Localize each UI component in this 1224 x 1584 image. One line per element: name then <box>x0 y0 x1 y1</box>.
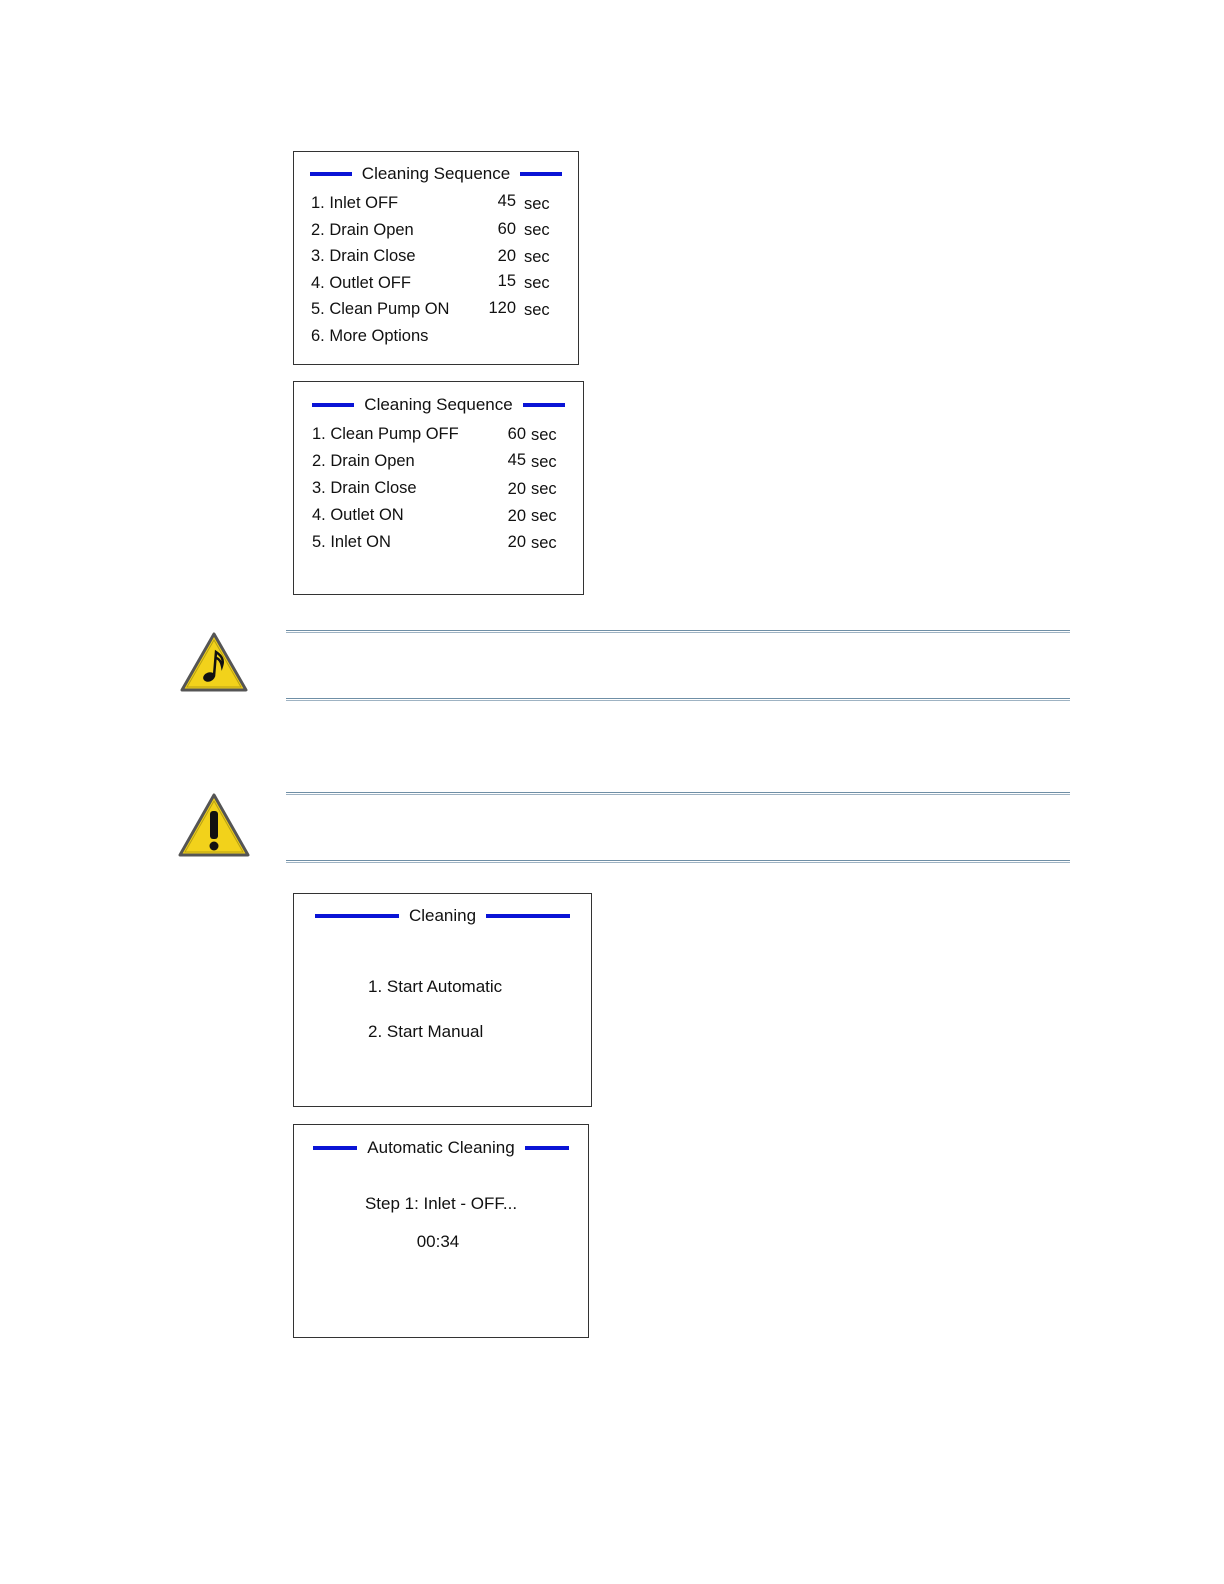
automatic-cleaning-screen <box>293 1124 589 1338</box>
menu-item-label[interactable]: 3. Drain Close <box>312 479 417 497</box>
screen-title-bar <box>294 906 591 926</box>
cleaning-menu-screen <box>293 893 592 1107</box>
menu-item-label[interactable]: 2. Drain Open <box>312 452 415 470</box>
screen-title-bar <box>294 395 583 415</box>
screen-title-bar <box>294 1138 588 1158</box>
cleaning-sequence-screen-2 <box>293 381 584 595</box>
menu-item-value: 20 <box>507 533 526 551</box>
menu-item-unit: sec <box>531 507 557 525</box>
screen-title: Cleaning Sequence <box>361 164 511 183</box>
menu-item-unit: sec <box>524 221 550 239</box>
note-rule-top <box>286 630 1070 633</box>
start-automatic-option[interactable]: 1. Start Automatic <box>368 977 503 996</box>
menu-item-unit: sec <box>524 248 550 266</box>
exclamation-warning-icon <box>176 791 252 859</box>
start-manual-option[interactable]: 2. Start Manual <box>368 1022 484 1041</box>
status-text: Step 1: Inlet - OFF... <box>364 1194 518 1213</box>
menu-item-label[interactable]: 1. Inlet OFF <box>311 194 399 212</box>
screen-title: Automatic Cleaning <box>367 1138 515 1157</box>
menu-item-value: 15 <box>497 272 516 290</box>
menu-item-unit: sec <box>531 480 557 498</box>
menu-item-label[interactable]: 4. Outlet ON <box>312 506 404 524</box>
timer-readout: 00:34 <box>416 1232 460 1251</box>
menu-item-label[interactable]: 3. Drain Close <box>311 247 416 265</box>
menu-item-unit: sec <box>531 453 557 471</box>
caution-rule-bottom <box>286 860 1070 863</box>
menu-item-unit: sec <box>531 426 557 444</box>
menu-item-value: 45 <box>497 192 516 210</box>
menu-item-value: 120 <box>488 299 516 317</box>
menu-item-unit: sec <box>524 301 550 319</box>
menu-item-value: 20 <box>507 480 526 498</box>
menu-item-label[interactable]: 4. Outlet OFF <box>311 274 411 292</box>
screen-title: Cleaning Sequence <box>364 395 513 414</box>
menu-item-value: 60 <box>497 220 516 238</box>
menu-item-value: 45 <box>507 451 526 469</box>
screen-title: Cleaning <box>408 906 477 925</box>
menu-item-label[interactable]: 6. More Options <box>311 327 429 345</box>
menu-item-value: 60 <box>507 425 526 443</box>
note-rule-bottom <box>286 698 1070 701</box>
caution-rule-top <box>286 792 1070 795</box>
menu-item-value: 20 <box>507 507 526 525</box>
music-note-warning-icon <box>178 630 250 694</box>
menu-item-value: 20 <box>497 247 516 265</box>
menu-item-label[interactable]: 5. Inlet ON <box>312 533 391 551</box>
menu-item-unit: sec <box>524 274 550 292</box>
screen-title-bar <box>294 164 578 184</box>
menu-item-label[interactable]: 5. Clean Pump ON <box>311 300 450 318</box>
menu-item-label[interactable]: 2. Drain Open <box>311 221 414 239</box>
menu-item-unit: sec <box>524 195 550 213</box>
menu-item-unit: sec <box>531 534 557 552</box>
cleaning-sequence-screen-1 <box>293 151 579 365</box>
menu-item-label[interactable]: 1. Clean Pump OFF <box>312 425 459 443</box>
